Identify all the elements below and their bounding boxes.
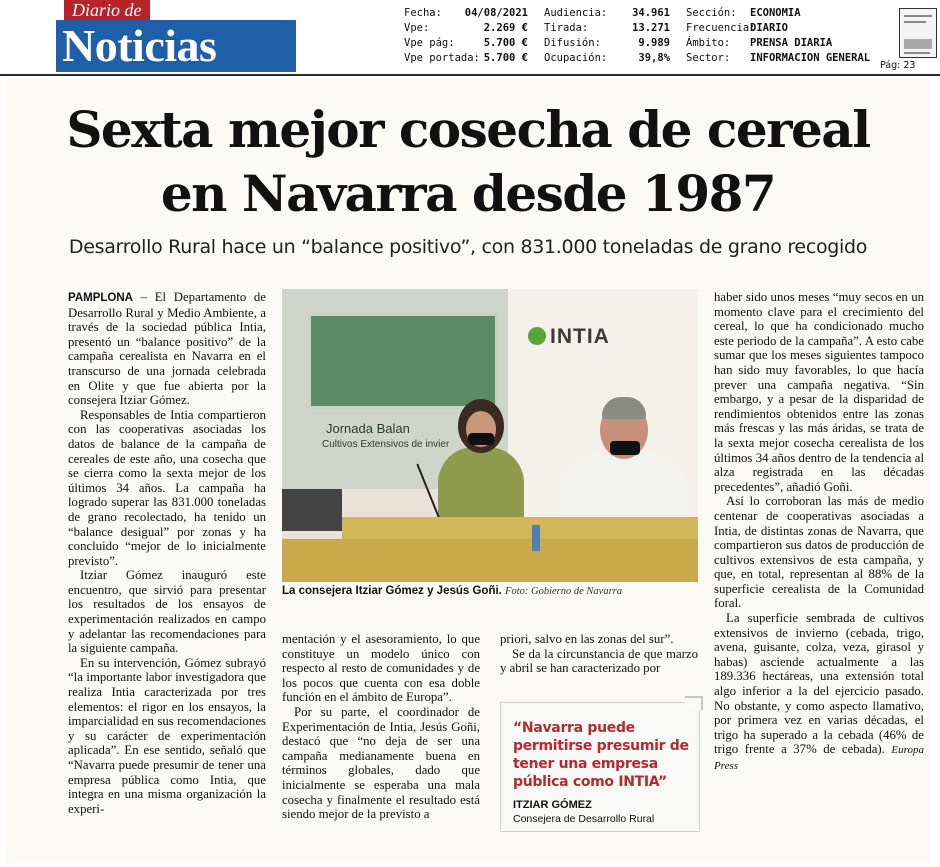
- paragraph: priori, salvo en las zonas del sur”.: [500, 632, 674, 646]
- paragraph: Así lo corroboran las más de medio centenar de cooperativas asociadas a Intia, de distintas zonas de Navarra, que compartieron sus datos de producción de cultivos extensivos de esta campaña, y que, en total, representan al 88% de la superficie cerealista de la Comunidad foral.: [714, 494, 924, 611]
- meta-label: Tirada:: [544, 22, 589, 34]
- headline-line: Sexta mejor cosecha de cereal: [66, 100, 870, 159]
- article-signature: Europa Press: [714, 744, 924, 772]
- meta-label: Fecha:: [404, 7, 442, 19]
- pull-quote-corner: [685, 696, 703, 710]
- subtitle: Desarrollo Rural hace un “balance positivo”, con 831.000 toneladas de grano recogido: [68, 236, 868, 258]
- photo-screen-text: Jornada Balan: [326, 421, 410, 436]
- page-number: Pág: 23: [880, 60, 916, 71]
- meta-value: 13.271: [632, 22, 670, 34]
- meta-value: 34.961: [632, 7, 670, 19]
- text-column-2: [282, 632, 480, 822]
- meta-value: 5.700 €: [483, 52, 528, 64]
- text-column-1: [68, 290, 266, 816]
- paragraph: La superficie sembrada de cultivos extensivos de invierno (cebada, trigo, avena, guisante, colza, veza, girasol y habas) asciende actualmente a las 189.336 hectáreas, una extensión total algo inferior a la del ejercicio pasado. No obstante, y como aspecto llamativo, por primera vez en varias décadas, el trigo ha superado a la cebada (46% de trigo frente a 37% de cebada). Europa Press: [714, 611, 924, 772]
- caption-credit: Foto: Gobierno de Navarra: [505, 586, 623, 597]
- paragraph: Se da la circunstancia de que marzo y abril se han caracterizado por: [500, 646, 698, 676]
- meta-label: Vpe portada:: [404, 52, 480, 64]
- logo-main-text: Noticias: [56, 20, 296, 72]
- photo-table-front: [282, 539, 698, 582]
- pull-quote: [500, 702, 700, 832]
- intia-logo-icon: [528, 327, 546, 345]
- meta-value: PRENSA DIARIA: [750, 37, 833, 49]
- photo-laptop: [282, 489, 342, 531]
- meta-label: Audiencia:: [544, 7, 608, 19]
- thumbnail-image: [904, 39, 932, 49]
- meta-label: Sección:: [686, 7, 737, 19]
- meta-row: [404, 6, 864, 21]
- paragraph: mentación y el asesoramiento, lo que constituye un modelo único con respecto al resto de comunidades y de los pocos que cuenta con esa doble función en el ámbito de Europa”.: [282, 632, 480, 705]
- article-photo: [282, 289, 698, 582]
- photo-banner-logo: INTIA: [550, 325, 610, 348]
- paragraph: haber sido unos meses “muy secos en un momento clave para el crecimiento del cereal, lo que ha condicionado mucho este periodo de la campaña”. A esto cabe sumar que los meses siguientes tampoco han sido muy favorables, lo que hacía prever una campaña negativa. “Sin embargo, y a pesar de la disparidad de rendimientos obtenidos entre las zonas más frescas y las más áridas, se trata de la sexta mejor cosecha cerealista de los últimos 34 años dentro de la tendencia al alza registrada en las décadas precedentes”, añadió Goñi.: [714, 290, 924, 494]
- newspaper-logo: [56, 0, 296, 76]
- article: [6, 78, 930, 863]
- meta-label: Difusión:: [544, 37, 601, 49]
- text-column-3: [500, 632, 698, 676]
- photo-bottle: [532, 525, 540, 551]
- meta-value: 2.269 €: [483, 22, 528, 34]
- paragraph: Responsables de Intia compartieron con las cooperativas asociadas los datos de balance de la campaña de cereales de este año, una cosecha que se cierra como la sexta mejor de los últimos 34 años. La campaña ha logrado superar las 831.000 toneladas de grano recolectado, ha tenido un “balance desigual” por zonas y ha concluido “mejor de lo inicialmente previsto”.: [68, 407, 266, 568]
- meta-value: 9.989: [638, 37, 670, 49]
- paragraph: PAMPLONA – El Departamento de Desarrollo Rural y Medio Ambiente, a través de la sociedad pública Intia, presentó un “balance positivo” de la campaña cerealista en Navarra en el transcurso de una jornada celebrada en Olite y que fue abierta por la consejera Itziar Gómez.: [68, 290, 266, 408]
- meta-label: Vpe:: [404, 22, 430, 34]
- logo-top-text: Diario de: [64, 0, 150, 20]
- meta-label: Ámbito:: [686, 37, 731, 49]
- meta-row: [404, 51, 871, 66]
- thumbnail-line: [904, 52, 930, 54]
- photo-mask: [610, 441, 640, 455]
- meta-value: INFORMACION GENERAL: [750, 52, 871, 64]
- headline: [6, 98, 930, 226]
- pull-quote-text: “Navarra puede permitirse presumir de tener una empresa pública como INTIA”: [513, 720, 689, 790]
- meta-value: 39,8%: [638, 52, 670, 64]
- meta-label: Sector:: [686, 52, 731, 64]
- meta-value: DIARIO: [750, 22, 788, 34]
- meta-value: 5.700 €: [483, 37, 528, 49]
- meta-row: [404, 36, 864, 51]
- caption-text: La consejera Itziar Gómez y Jesús Goñi.: [282, 585, 502, 597]
- photo-projected-slide: [308, 313, 498, 409]
- clipping-header: [0, 0, 940, 76]
- photo-mask: [468, 433, 494, 445]
- thumbnail-line: [904, 15, 932, 17]
- meta-row: [404, 21, 864, 36]
- headline-line: en Navarra desde 1987: [160, 164, 776, 223]
- thumbnail-line: [904, 21, 926, 23]
- page-thumbnail[interactable]: [899, 8, 937, 58]
- meta-value: ECONOMIA: [750, 7, 801, 19]
- meta-label: Ocupación:: [544, 52, 608, 64]
- pull-quote-author: ITZIAR GÓMEZ: [513, 799, 592, 811]
- meta-label: Vpe pág:: [404, 37, 455, 49]
- paragraph: Por su parte, el coordinador de Experimentación de Intia, Jesús Goñi, destacó que “no deja de ser una campaña medianamente buena en términos globales, dado que inicialmente se esperaba una mala cosecha y finalmente el resultado está siendo mejor de la previsto a: [282, 704, 480, 822]
- dateline: PAMPLONA: [68, 292, 133, 304]
- meta-label: Frecuencia:: [686, 22, 756, 34]
- paragraph: En su intervención, Gómez subrayó “la importante labor investigadora que realiza Intia caracterizada por tres elementos: el rigor en los ensayos, la imparcialidad en sus recomendaciones y su carácter de experimentación aplicada”. En ese sentido, señaló que “Navarra puede presumir de tener una empresa pública como Intia, que integra en una misma organización la experi-: [68, 655, 266, 816]
- pull-quote-role: Consejera de Desarrollo Rural: [513, 813, 655, 825]
- photo-screen-text: Cultivos Extensivos de invier: [322, 439, 450, 450]
- text-column-4: [714, 290, 924, 774]
- photo-caption: [282, 585, 698, 597]
- paragraph: Itziar Gómez inauguró este encuentro, que sirvió para presentar los resultados de los ensayos de experimentación realizados en campo y adelantar las recomendaciones para la siguiente campaña.: [68, 568, 266, 656]
- meta-value: 04/08/2021: [464, 7, 528, 19]
